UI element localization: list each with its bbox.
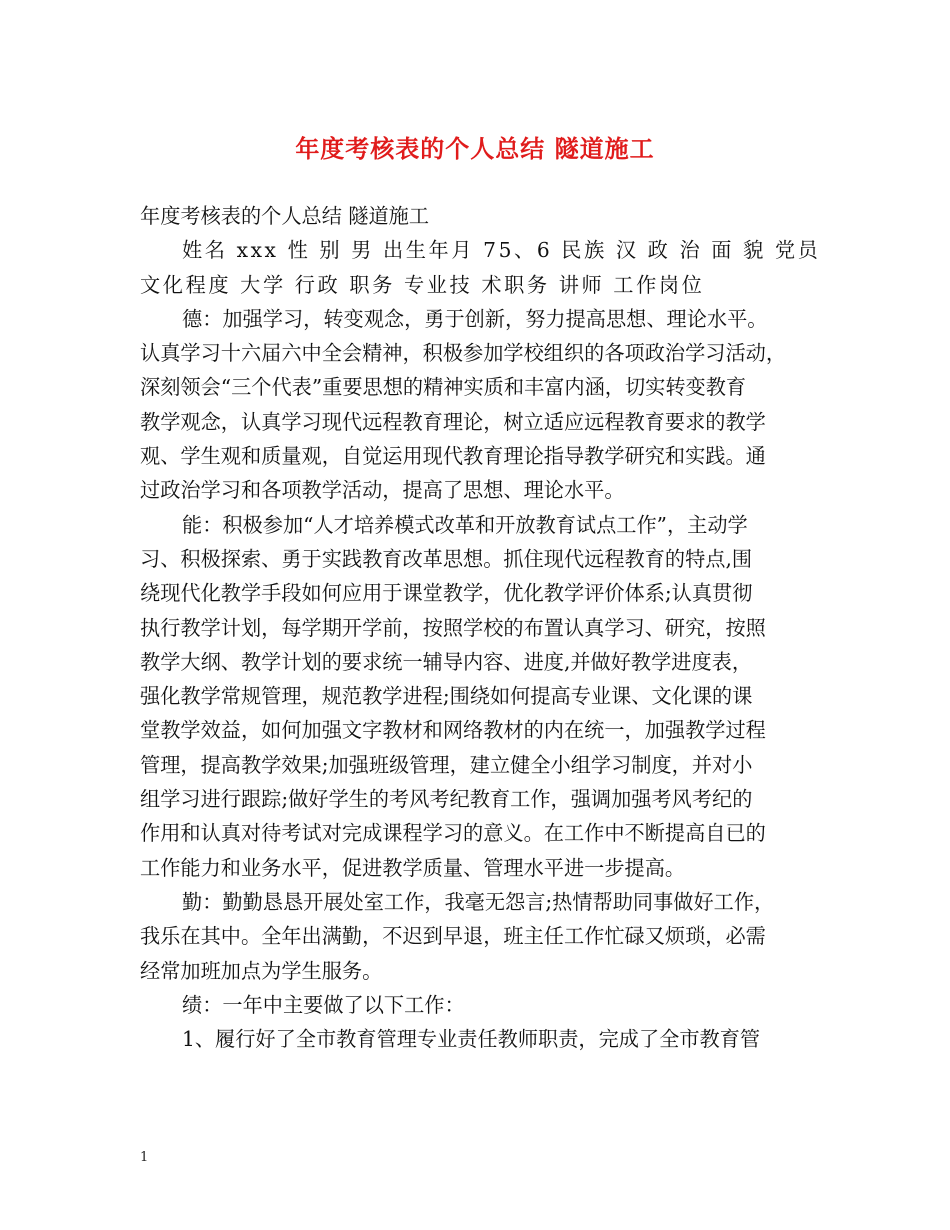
body-line: 堂教学效益，如何加强文字教材和网络教材的内在统一，加强教学过程 bbox=[140, 718, 766, 743]
body-line: 1、履行好了全市教育管理专业责任教师职责，完成了全市教育管 bbox=[182, 1027, 761, 1052]
body-line: 认真学习十六届六中全会精神，积极参加学校组织的各项政治学习活动， bbox=[140, 341, 787, 366]
body-line: 组学习进行跟踪;做好学生的考风考纪教育工作，强调加强考风考纪的 bbox=[140, 787, 753, 812]
body-line: 年度考核表的个人总结 隧道施工 bbox=[140, 204, 430, 228]
document-body bbox=[140, 199, 821, 1056]
body-line: 教学观念，认真学习现代远程教育理论，树立适应远程教育要求的教学 bbox=[140, 409, 766, 434]
body-line: 观、学生观和质量观，自觉运用现代教育理论指导教学研究和实践。通 bbox=[140, 444, 766, 469]
body-line: 执行教学计划，每学期开学前，按照学校的布置认真学习、研究，按照 bbox=[140, 615, 766, 640]
body-line: 文化程度 大学 行政 职务 专业技 术职务 讲师 工作岗位 bbox=[140, 272, 705, 297]
document-title: 年度考核表的个人总结 隧道施工 bbox=[295, 135, 655, 163]
body-line: 作用和认真对待考试对完成课程学习的意义。在工作中不断提高自已的 bbox=[140, 821, 766, 846]
body-line: 经常加班加点为学生服务。 bbox=[140, 958, 383, 983]
body-line: 德：加强学习，转变观念，勇于创新，努力提高思想、理论水平。 bbox=[182, 306, 768, 331]
body-line: 姓名 xxx 性 别 男 出生年月 75、6 民族 汉 政 治 面 貌 党员 bbox=[182, 238, 821, 263]
body-line: 教学大纲、教学计划的要求统一辅导内容、进度,并做好教学进度表， bbox=[140, 649, 753, 674]
body-line: 勤：勤勤恳恳开展处室工作，我毫无怨言;热情帮助同事做好工作， bbox=[182, 889, 775, 914]
body-line: 工作能力和业务水平，促进教学质量、管理水平进一步提高。 bbox=[140, 855, 686, 880]
body-line: 绕现代化教学手段如何应用于课堂教学，优化教学评价体系;认真贯彻 bbox=[140, 581, 753, 606]
body-line: 能：积极参加“人才培养模式改革和开放教育试点工作”，主动学 bbox=[182, 512, 748, 537]
body-line: 深刻领会“三个代表”重要思想的精神实质和丰富内涵，切实转变教育 bbox=[140, 375, 747, 400]
body-line: 我乐在其中。全年出满勤，不迟到早退，班主任工作忙碌又烦琐，必需 bbox=[140, 924, 766, 949]
page-number: 1 bbox=[140, 1150, 149, 1165]
body-line: 管理，提高教学效果;加强班级管理，建立健全小组学习制度，并对小 bbox=[140, 752, 753, 777]
body-line: 强化教学常规管理，规范教学进程;围绕如何提高专业课、文化课的课 bbox=[140, 684, 753, 709]
body-line: 绩：一年中主要做了以下工作： bbox=[182, 992, 465, 1017]
body-line: 习、积极探索、勇于实践教育改革思想。抓住现代远程教育的特点,围 bbox=[140, 546, 753, 571]
body-line: 过政治学习和各项教学活动，提高了思想、理论水平。 bbox=[140, 478, 625, 503]
